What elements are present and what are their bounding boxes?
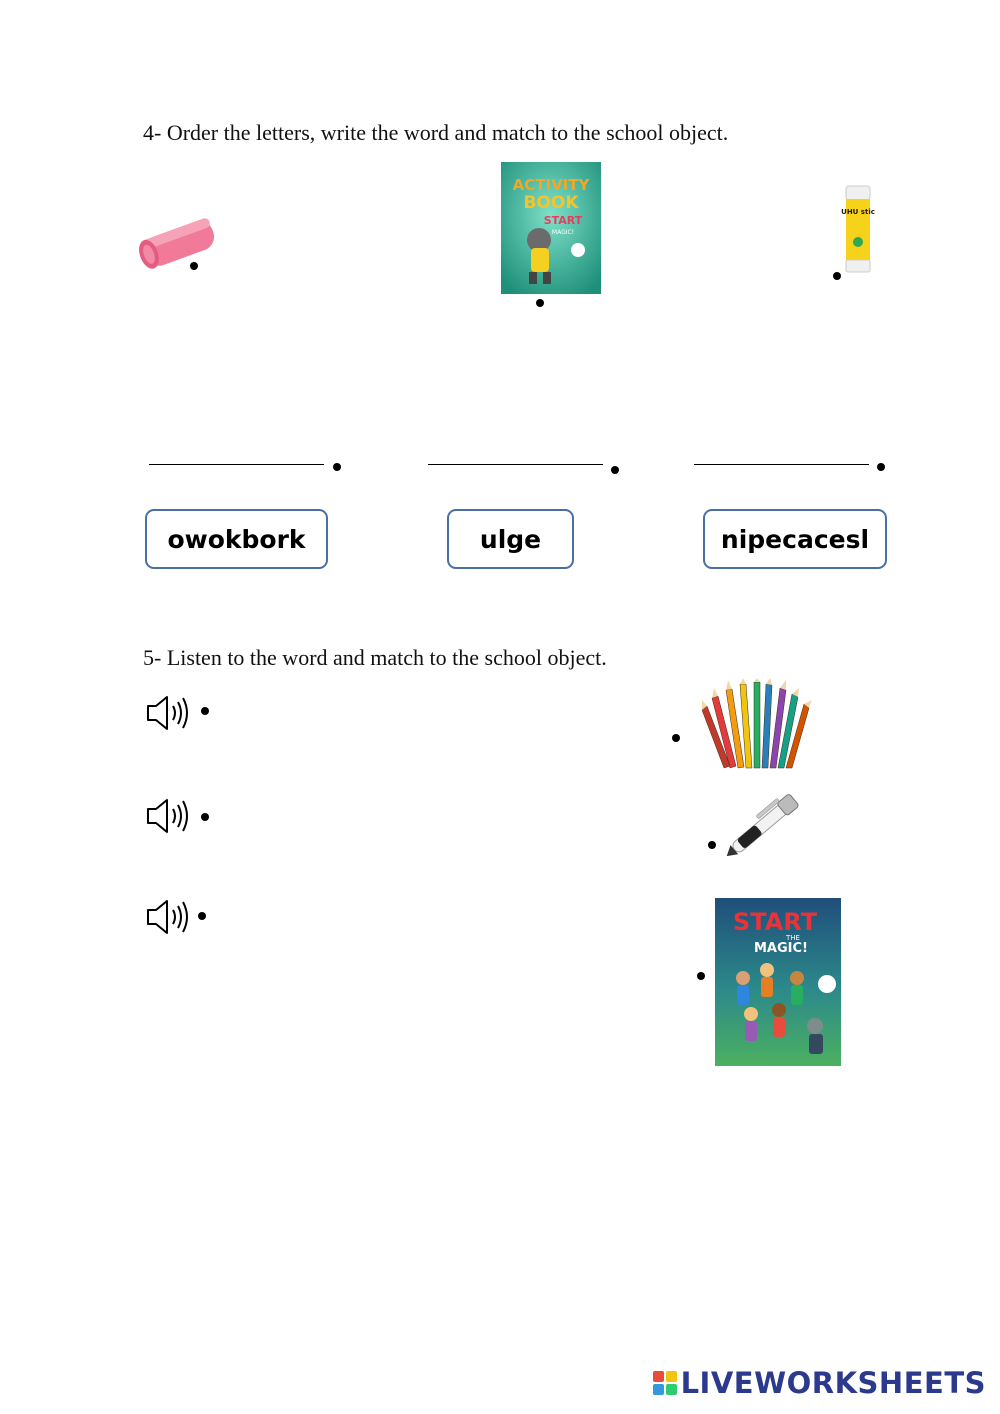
exercise-5-heading: 5- Listen to the word and match to the school object.: [143, 645, 607, 670]
book-dot[interactable]: [697, 972, 705, 980]
speaker-icon[interactable]: [145, 898, 195, 936]
liveworksheets-logo: [653, 1366, 986, 1400]
liveworksheets-logo-text: LIVEWORKSHEETS: [680, 1366, 986, 1400]
answer-line-3[interactable]: [694, 464, 869, 465]
glue-stick-label: UHU stic: [841, 208, 875, 216]
speaker-icon[interactable]: [145, 694, 195, 732]
pen-image: [715, 782, 815, 866]
activity-book-title-2: BOOK: [523, 193, 579, 213]
answer-line-1[interactable]: [149, 464, 324, 465]
pencil-case-image: [135, 210, 225, 276]
book-title-3: MAGIC!: [754, 941, 808, 956]
activity-book-title-4: MAGIC!: [551, 229, 575, 236]
activity-book-image: [501, 162, 601, 294]
scrambled-word-box-3: nipecacesl: [703, 509, 887, 569]
book-title-1: START: [732, 908, 818, 936]
activity-book-dot[interactable]: [536, 299, 544, 307]
scrambled-word-box-2: ulge: [447, 509, 574, 569]
liveworksheets-logo-icon: [653, 1371, 677, 1395]
activity-book-title-3: START: [543, 214, 583, 227]
audio-3-dot[interactable]: [198, 912, 206, 920]
activity-book-title-1: ACTIVITY: [512, 176, 590, 194]
glue-stick-dot[interactable]: [833, 272, 841, 280]
answer-line-2[interactable]: [428, 464, 603, 465]
coloured-pencils-image: [700, 678, 820, 768]
book-title-2: THE: [786, 934, 800, 942]
book-image: [715, 898, 841, 1066]
scrambled-word-box-1: owokbork: [145, 509, 328, 569]
pencil-case-dot[interactable]: [190, 262, 198, 270]
answer-1-dot[interactable]: [333, 463, 341, 471]
audio-1-dot[interactable]: [201, 707, 209, 715]
glue-stick-image: [843, 186, 873, 274]
pen-dot[interactable]: [708, 841, 716, 849]
answer-3-dot[interactable]: [877, 463, 885, 471]
coloured-pencils-dot[interactable]: [672, 734, 680, 742]
speaker-icon[interactable]: [145, 797, 195, 835]
answer-2-dot[interactable]: [611, 466, 619, 474]
exercise-4-heading: 4- Order the letters, write the word and match to the school object.: [143, 120, 729, 145]
audio-2-dot[interactable]: [201, 813, 209, 821]
